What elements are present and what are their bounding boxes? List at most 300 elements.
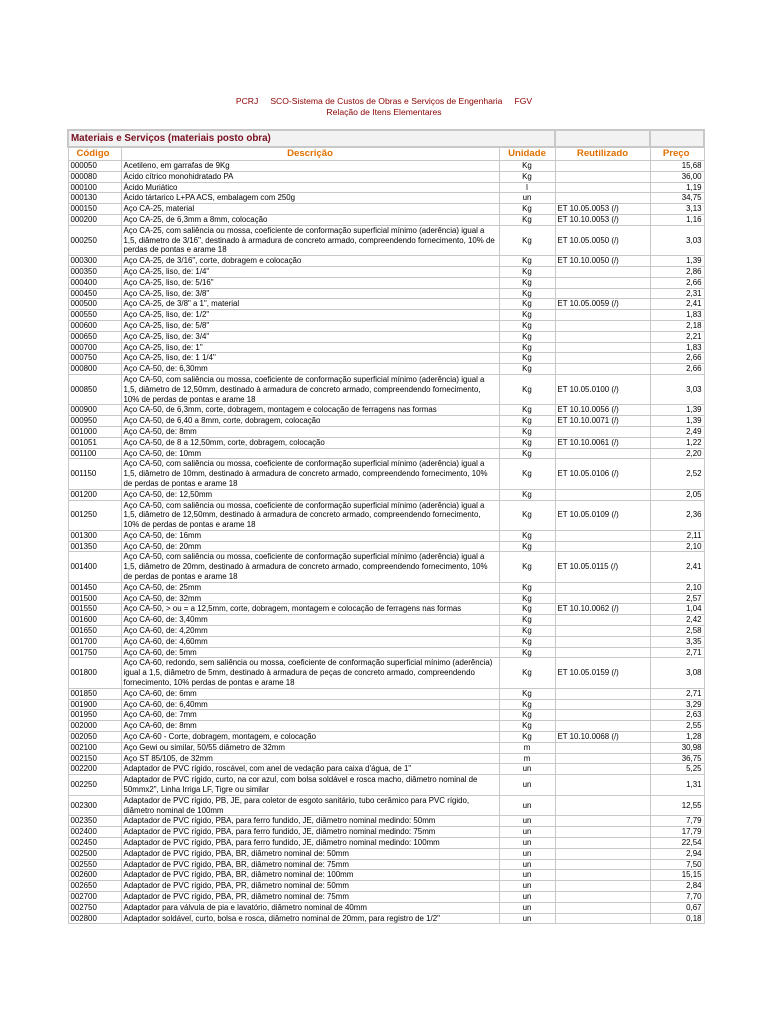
cell-price: 2,52 bbox=[650, 459, 704, 489]
cell-reused bbox=[555, 636, 650, 647]
cell-description: Adaptador de PVC rígido, PBA, para ferro fundido, JE, diâmetro nominal medindo: 100mm bbox=[121, 838, 499, 849]
cell-description: Aço CA-25, liso, de: 1/2" bbox=[121, 310, 499, 321]
cell-price: 1,83 bbox=[650, 310, 704, 321]
cell-unit: Kg bbox=[499, 699, 555, 710]
cell-description: Aço CA-60, de: 8mm bbox=[121, 721, 499, 732]
table-row bbox=[68, 489, 704, 500]
cell-code: 000550 bbox=[68, 310, 121, 321]
table-row bbox=[68, 459, 704, 489]
table-row bbox=[68, 541, 704, 552]
document-header bbox=[0, 96, 768, 118]
cell-code: 000500 bbox=[68, 299, 121, 310]
cell-reused bbox=[555, 699, 650, 710]
cell-price: 2,41 bbox=[650, 299, 704, 310]
cell-description: Aço CA-25, liso, de: 1/4" bbox=[121, 266, 499, 277]
cell-reused bbox=[555, 647, 650, 658]
cell-price: 1,39 bbox=[650, 405, 704, 416]
cell-price: 1,22 bbox=[650, 437, 704, 448]
cell-unit: Kg bbox=[499, 299, 555, 310]
cell-unit: l bbox=[499, 182, 555, 193]
cell-code: 002500 bbox=[68, 848, 121, 859]
cell-price: 2,10 bbox=[650, 582, 704, 593]
cell-unit: un bbox=[499, 848, 555, 859]
cell-code: 002600 bbox=[68, 870, 121, 881]
cell-price: 2,05 bbox=[650, 489, 704, 500]
cell-unit: Kg bbox=[499, 364, 555, 375]
cell-code: 001850 bbox=[68, 688, 121, 699]
cell-description: Aço CA-25, material bbox=[121, 204, 499, 215]
cell-price: 2,41 bbox=[650, 552, 704, 582]
cell-code: 000650 bbox=[68, 331, 121, 342]
table-row bbox=[68, 859, 704, 870]
cell-code: 000130 bbox=[68, 193, 121, 204]
cell-description: Adaptador para válvula de pia e lavatório, diâmetro nominal de 40mm bbox=[121, 902, 499, 913]
cell-price: 5,25 bbox=[650, 764, 704, 775]
cell-unit: Kg bbox=[499, 342, 555, 353]
cell-code: 000150 bbox=[68, 204, 121, 215]
cell-price: 17,79 bbox=[650, 827, 704, 838]
cell-code: 000050 bbox=[68, 161, 121, 172]
cell-unit: m bbox=[499, 753, 555, 764]
cell-code: 001500 bbox=[68, 593, 121, 604]
cell-description: Aço CA-60 - Corte, dobragem, montagem, e colocação bbox=[121, 732, 499, 743]
table-row bbox=[68, 182, 704, 193]
cell-reused bbox=[555, 838, 650, 849]
table-row bbox=[68, 732, 704, 743]
table-row bbox=[68, 913, 704, 924]
cell-reused bbox=[555, 530, 650, 541]
cell-reused: ET 10.10.0056 (/) bbox=[555, 405, 650, 416]
cell-reused bbox=[555, 266, 650, 277]
cell-description: Aço CA-60, de: 6mm bbox=[121, 688, 499, 699]
cell-description: Aço CA-50, de: 6,30mm bbox=[121, 364, 499, 375]
table-row bbox=[68, 353, 704, 364]
cell-price: 2,49 bbox=[650, 426, 704, 437]
cell-unit: Kg bbox=[499, 721, 555, 732]
cell-description: Aço CA-50, com saliência ou mossa, coeficiente de conformação superficial mínimo (aderência) igual a 1,5, diâmetro de 10mm, destinado à armadura de concreto armado, compreendendo fornecimento, 10% de perdas de pontas e arame 18 bbox=[121, 459, 499, 489]
cell-description: Adaptador de PVC rígido, PBA, BR, diâmetro nominal de: 75mm bbox=[121, 859, 499, 870]
column-header-code: Código bbox=[68, 147, 121, 161]
cell-unit: un bbox=[499, 891, 555, 902]
cell-description: Aço CA-50, de 6,40 a 8mm, corte, dobragem, colocação bbox=[121, 416, 499, 427]
table-row bbox=[68, 416, 704, 427]
cell-code: 001051 bbox=[68, 437, 121, 448]
table-row bbox=[68, 615, 704, 626]
header-system: SCO-Sistema de Custos de Obras e Serviços de Engenharia bbox=[270, 96, 503, 106]
cell-unit: Kg bbox=[499, 277, 555, 288]
cell-price: 3,03 bbox=[650, 374, 704, 404]
table-row bbox=[68, 171, 704, 182]
cell-code: 002300 bbox=[68, 795, 121, 816]
cell-code: 001550 bbox=[68, 604, 121, 615]
table-title: Materiais e Serviços (materiais posto obra) bbox=[68, 130, 555, 147]
cell-reused bbox=[555, 193, 650, 204]
table-row bbox=[68, 204, 704, 215]
table-row bbox=[68, 426, 704, 437]
cell-unit: un bbox=[499, 838, 555, 849]
table-row bbox=[68, 742, 704, 753]
cell-description: Aço CA-25, de 3/8" a 1", material bbox=[121, 299, 499, 310]
cell-description: Aço CA-25, liso, de: 1 1/4" bbox=[121, 353, 499, 364]
cell-code: 001200 bbox=[68, 489, 121, 500]
cell-description: Aço CA-60, de: 4,20mm bbox=[121, 626, 499, 637]
cell-reused: ET 10.05.0106 (/) bbox=[555, 459, 650, 489]
cell-description: Aço CA-50, de: 25mm bbox=[121, 582, 499, 593]
cell-price: 3,08 bbox=[650, 658, 704, 688]
cell-code: 000250 bbox=[68, 225, 121, 255]
cell-unit: un bbox=[499, 859, 555, 870]
cell-description: Adaptador de PVC rígido, PB, JE, para coletor de esgoto sanitário, tubo cerâmico para PVC rígido, diâmetro nominal de 100mm bbox=[121, 795, 499, 816]
cell-unit: Kg bbox=[499, 489, 555, 500]
cell-reused bbox=[555, 859, 650, 870]
cell-price: 2,36 bbox=[650, 500, 704, 530]
cell-code: 001450 bbox=[68, 582, 121, 593]
cell-code: 001100 bbox=[68, 448, 121, 459]
cell-unit: un bbox=[499, 902, 555, 913]
cell-unit: Kg bbox=[499, 288, 555, 299]
cell-description: Aço CA-50, de 6,3mm, corte, dobragem, montagem e colocação de ferragens nas formas bbox=[121, 405, 499, 416]
cell-price: 34,75 bbox=[650, 193, 704, 204]
cell-reused bbox=[555, 902, 650, 913]
cell-reused: ET 10.05.0159 (/) bbox=[555, 658, 650, 688]
table-title-row bbox=[68, 130, 704, 147]
items-table bbox=[67, 129, 705, 924]
cell-unit: Kg bbox=[499, 225, 555, 255]
cell-unit: Kg bbox=[499, 161, 555, 172]
cell-unit: Kg bbox=[499, 604, 555, 615]
table-row bbox=[68, 902, 704, 913]
cell-code: 001000 bbox=[68, 426, 121, 437]
cell-code: 002750 bbox=[68, 902, 121, 913]
cell-code: 002800 bbox=[68, 913, 121, 924]
table-row bbox=[68, 500, 704, 530]
table-row bbox=[68, 299, 704, 310]
cell-code: 001600 bbox=[68, 615, 121, 626]
cell-description: Aço Gewi ou similar, 50/55 diâmetro de 32mm bbox=[121, 742, 499, 753]
cell-reused bbox=[555, 171, 650, 182]
cell-reused bbox=[555, 541, 650, 552]
cell-unit: un bbox=[499, 881, 555, 892]
column-header-unit: Unidade bbox=[499, 147, 555, 161]
cell-reused: ET 10.10.0071 (/) bbox=[555, 416, 650, 427]
cell-price: 3,29 bbox=[650, 699, 704, 710]
cell-code: 001800 bbox=[68, 658, 121, 688]
table-row bbox=[68, 277, 704, 288]
cell-description: Aço CA-25, liso, de: 3/4" bbox=[121, 331, 499, 342]
cell-reused bbox=[555, 342, 650, 353]
cell-reused: ET 10.10.0062 (/) bbox=[555, 604, 650, 615]
cell-reused bbox=[555, 742, 650, 753]
cell-code: 000350 bbox=[68, 266, 121, 277]
table-row bbox=[68, 626, 704, 637]
cell-price: 7,50 bbox=[650, 859, 704, 870]
cell-reused bbox=[555, 331, 650, 342]
cell-reused bbox=[555, 489, 650, 500]
table-row bbox=[68, 891, 704, 902]
cell-reused bbox=[555, 913, 650, 924]
cell-description: Aço CA-25, de 6,3mm a 8mm, colocação bbox=[121, 214, 499, 225]
cell-description: Aço CA-50, de: 12,50mm bbox=[121, 489, 499, 500]
cell-price: 1,39 bbox=[650, 416, 704, 427]
cell-unit: Kg bbox=[499, 448, 555, 459]
cell-unit: un bbox=[499, 795, 555, 816]
cell-description: Aço CA-50, de: 16mm bbox=[121, 530, 499, 541]
cell-reused bbox=[555, 182, 650, 193]
table-row bbox=[68, 604, 704, 615]
cell-unit: Kg bbox=[499, 256, 555, 267]
cell-code: 000400 bbox=[68, 277, 121, 288]
cell-reused bbox=[555, 795, 650, 816]
cell-unit: Kg bbox=[499, 426, 555, 437]
cell-reused bbox=[555, 353, 650, 364]
cell-price: 2,10 bbox=[650, 541, 704, 552]
table-row bbox=[68, 658, 704, 688]
table-row bbox=[68, 310, 704, 321]
cell-unit: Kg bbox=[499, 320, 555, 331]
header-subtitle: Relação de Itens Elementares bbox=[326, 107, 442, 117]
cell-code: 002550 bbox=[68, 859, 121, 870]
cell-price: 7,79 bbox=[650, 816, 704, 827]
cell-price: 30,98 bbox=[650, 742, 704, 753]
cell-reused: ET 10.05.0100 (/) bbox=[555, 374, 650, 404]
cell-unit: un bbox=[499, 913, 555, 924]
cell-description: Aço CA-50, de: 8mm bbox=[121, 426, 499, 437]
cell-code: 001700 bbox=[68, 636, 121, 647]
cell-reused bbox=[555, 753, 650, 764]
cell-code: 002650 bbox=[68, 881, 121, 892]
cell-unit: Kg bbox=[499, 204, 555, 215]
cell-description: Acetileno, em garrafas de 9Kg bbox=[121, 161, 499, 172]
table-row bbox=[68, 636, 704, 647]
cell-description: Aço CA-25, liso, de: 5/8" bbox=[121, 320, 499, 331]
cell-reused: ET 10.05.0115 (/) bbox=[555, 552, 650, 582]
table-row bbox=[68, 710, 704, 721]
cell-description: Adaptador de PVC rígido, curto, na cor azul, com bolsa soldável e rosca macho, diâmetro nominal de 50mmx2", Linha Irriga LF, Tigre ou similar bbox=[121, 775, 499, 796]
cell-unit: Kg bbox=[499, 374, 555, 404]
header-foundation: FGV bbox=[514, 96, 533, 106]
cell-reused bbox=[555, 721, 650, 732]
cell-description: Aço CA-60, de: 4,60mm bbox=[121, 636, 499, 647]
table-row bbox=[68, 582, 704, 593]
cell-reused: ET 10.10.0050 (/) bbox=[555, 256, 650, 267]
cell-code: 001900 bbox=[68, 699, 121, 710]
cell-reused bbox=[555, 688, 650, 699]
cell-unit: Kg bbox=[499, 214, 555, 225]
cell-price: 1,04 bbox=[650, 604, 704, 615]
cell-reused bbox=[555, 615, 650, 626]
cell-reused bbox=[555, 277, 650, 288]
table-row bbox=[68, 225, 704, 255]
cell-unit: Kg bbox=[499, 626, 555, 637]
cell-price: 1,19 bbox=[650, 182, 704, 193]
cell-unit: Kg bbox=[499, 459, 555, 489]
column-header-description: Descrição bbox=[121, 147, 499, 161]
cell-price: 2,71 bbox=[650, 647, 704, 658]
cell-unit: Kg bbox=[499, 636, 555, 647]
cell-code: 000100 bbox=[68, 182, 121, 193]
cell-price: 1,28 bbox=[650, 732, 704, 743]
cell-unit: un bbox=[499, 764, 555, 775]
cell-description: Aço CA-60, de: 6,40mm bbox=[121, 699, 499, 710]
table-row bbox=[68, 266, 704, 277]
cell-unit: Kg bbox=[499, 552, 555, 582]
cell-price: 3,13 bbox=[650, 204, 704, 215]
cell-description: Aço CA-50, com saliência ou mossa, coeficiente de conformação superficial mínimo (aderência) igual a 1,5, diâmetro de 12,50mm, destinado à armadura de concreto armado, compreendendo fornecimento, 10% de perdas de pontas e arame 18 bbox=[121, 500, 499, 530]
cell-code: 001350 bbox=[68, 541, 121, 552]
table-row bbox=[68, 288, 704, 299]
cell-price: 0,18 bbox=[650, 913, 704, 924]
cell-reused bbox=[555, 881, 650, 892]
cell-unit: Kg bbox=[499, 658, 555, 688]
cell-reused bbox=[555, 848, 650, 859]
cell-description: Ácido tártarico L+PA ACS, embalagem com 250g bbox=[121, 193, 499, 204]
cell-code: 002250 bbox=[68, 775, 121, 796]
table-row bbox=[68, 320, 704, 331]
cell-reused bbox=[555, 870, 650, 881]
table-row bbox=[68, 593, 704, 604]
table-row bbox=[68, 364, 704, 375]
cell-price: 2,66 bbox=[650, 353, 704, 364]
cell-price: 1,83 bbox=[650, 342, 704, 353]
cell-price: 1,39 bbox=[650, 256, 704, 267]
cell-reused bbox=[555, 582, 650, 593]
cell-price: 2,57 bbox=[650, 593, 704, 604]
cell-code: 001400 bbox=[68, 552, 121, 582]
cell-description: Aço CA-25, com saliência ou mossa, coeficiente de conformação superficial mínimo (aderência) igual a 1,5, diâmetro de 3/16", destinado à armadura de concreto armado, compreendendo fornecimento, 10% de perdas de pontas e arame 18 bbox=[121, 225, 499, 255]
cell-description: Aço CA-60, de: 5mm bbox=[121, 647, 499, 658]
cell-description: Adaptador de PVC rígido, PBA, PR, diâmetro nominal de: 75mm bbox=[121, 891, 499, 902]
cell-unit: un bbox=[499, 827, 555, 838]
cell-price: 2,18 bbox=[650, 320, 704, 331]
cell-price: 3,35 bbox=[650, 636, 704, 647]
column-header-reused: Reutilizado bbox=[555, 147, 650, 161]
table-row bbox=[68, 331, 704, 342]
table-row bbox=[68, 753, 704, 764]
table-row bbox=[68, 437, 704, 448]
table-row bbox=[68, 838, 704, 849]
cell-reused: ET 10.10.0068 (/) bbox=[555, 732, 650, 743]
table-row bbox=[68, 699, 704, 710]
cell-code: 001300 bbox=[68, 530, 121, 541]
cell-price: 2,63 bbox=[650, 710, 704, 721]
cell-code: 001150 bbox=[68, 459, 121, 489]
cell-description: Adaptador de PVC rígido, PBA, PR, diâmetro nominal de: 50mm bbox=[121, 881, 499, 892]
cell-code: 000850 bbox=[68, 374, 121, 404]
table-row bbox=[68, 552, 704, 582]
cell-code: 002150 bbox=[68, 753, 121, 764]
cell-reused bbox=[555, 448, 650, 459]
table-row bbox=[68, 193, 704, 204]
cell-price: 2,71 bbox=[650, 688, 704, 699]
cell-code: 000950 bbox=[68, 416, 121, 427]
cell-reused bbox=[555, 891, 650, 902]
cell-description: Adaptador soldável, curto, bolsa e rosca, diâmetro nominal de 20mm, para registro de 1/2" bbox=[121, 913, 499, 924]
cell-code: 000700 bbox=[68, 342, 121, 353]
cell-reused bbox=[555, 626, 650, 637]
cell-reused: ET 10.05.0050 (/) bbox=[555, 225, 650, 255]
cell-unit: Kg bbox=[499, 266, 555, 277]
cell-description: Adaptador de PVC rígido, PBA, BR, diâmetro nominal de: 50mm bbox=[121, 848, 499, 859]
cell-code: 001750 bbox=[68, 647, 121, 658]
column-header-price: Preço bbox=[650, 147, 704, 161]
cell-reused bbox=[555, 764, 650, 775]
cell-price: 2,31 bbox=[650, 288, 704, 299]
cell-description: Aço CA-50, > ou = a 12,5mm, corte, dobragem, montagem e colocação de ferragens nas formas bbox=[121, 604, 499, 615]
cell-unit: Kg bbox=[499, 582, 555, 593]
cell-code: 002200 bbox=[68, 764, 121, 775]
cell-reused: ET 10.05.0053 (/) bbox=[555, 204, 650, 215]
cell-code: 000900 bbox=[68, 405, 121, 416]
cell-code: 001250 bbox=[68, 500, 121, 530]
cell-price: 22,54 bbox=[650, 838, 704, 849]
cell-unit: un bbox=[499, 816, 555, 827]
table-row bbox=[68, 795, 704, 816]
cell-code: 000080 bbox=[68, 171, 121, 182]
cell-unit: Kg bbox=[499, 647, 555, 658]
cell-unit: Kg bbox=[499, 615, 555, 626]
table-row bbox=[68, 764, 704, 775]
cell-description: Aço CA-25, de 3/16", corte, dobragem e colocação bbox=[121, 256, 499, 267]
table-row bbox=[68, 848, 704, 859]
cell-reused bbox=[555, 775, 650, 796]
cell-reused bbox=[555, 426, 650, 437]
cell-price: 2,66 bbox=[650, 277, 704, 288]
cell-price: 36,75 bbox=[650, 753, 704, 764]
cell-unit: Kg bbox=[499, 437, 555, 448]
cell-description: Aço CA-60, de: 3,40mm bbox=[121, 615, 499, 626]
cell-unit: m bbox=[499, 742, 555, 753]
cell-unit: Kg bbox=[499, 530, 555, 541]
cell-unit: Kg bbox=[499, 171, 555, 182]
cell-description: Aço CA-25, liso, de: 5/16" bbox=[121, 277, 499, 288]
table-row bbox=[68, 161, 704, 172]
cell-unit: Kg bbox=[499, 331, 555, 342]
cell-code: 001650 bbox=[68, 626, 121, 637]
cell-description: Aço CA-60, redondo, sem saliência ou mossa, coeficiente de conformação superficial mínimo (aderência) igual a 1,5, diâmetro de 5mm, destinado à armadura de peças de concreto armado, compreendendo fornecimento, 10% perdas de pontas e arame 18 bbox=[121, 658, 499, 688]
table-row bbox=[68, 530, 704, 541]
cell-code: 000800 bbox=[68, 364, 121, 375]
cell-unit: Kg bbox=[499, 416, 555, 427]
cell-unit: Kg bbox=[499, 353, 555, 364]
cell-code: 000450 bbox=[68, 288, 121, 299]
cell-reused bbox=[555, 320, 650, 331]
header-line-1 bbox=[0, 96, 768, 107]
cell-code: 000200 bbox=[68, 214, 121, 225]
cell-unit: Kg bbox=[499, 310, 555, 321]
cell-code: 002400 bbox=[68, 827, 121, 838]
cell-price: 7,70 bbox=[650, 891, 704, 902]
cell-code: 000750 bbox=[68, 353, 121, 364]
cell-code: 001950 bbox=[68, 710, 121, 721]
cell-code: 000300 bbox=[68, 256, 121, 267]
cell-description: Aço CA-50, de: 20mm bbox=[121, 541, 499, 552]
cell-price: 15,68 bbox=[650, 161, 704, 172]
cell-code: 002700 bbox=[68, 891, 121, 902]
cell-unit: Kg bbox=[499, 593, 555, 604]
cell-code: 002100 bbox=[68, 742, 121, 753]
cell-description: Aço CA-50, de 8 a 12,50mm, corte, dobragem, colocação bbox=[121, 437, 499, 448]
table-row bbox=[68, 214, 704, 225]
cell-reused bbox=[555, 364, 650, 375]
cell-description: Adaptador de PVC rígido, PBA, BR, diâmetro nominal de: 100mm bbox=[121, 870, 499, 881]
cell-reused bbox=[555, 816, 650, 827]
table-header-row bbox=[68, 147, 704, 161]
cell-price: 2,94 bbox=[650, 848, 704, 859]
cell-price: 2,66 bbox=[650, 364, 704, 375]
cell-reused bbox=[555, 161, 650, 172]
cell-reused: ET 10.05.0059 (/) bbox=[555, 299, 650, 310]
cell-code: 002450 bbox=[68, 838, 121, 849]
